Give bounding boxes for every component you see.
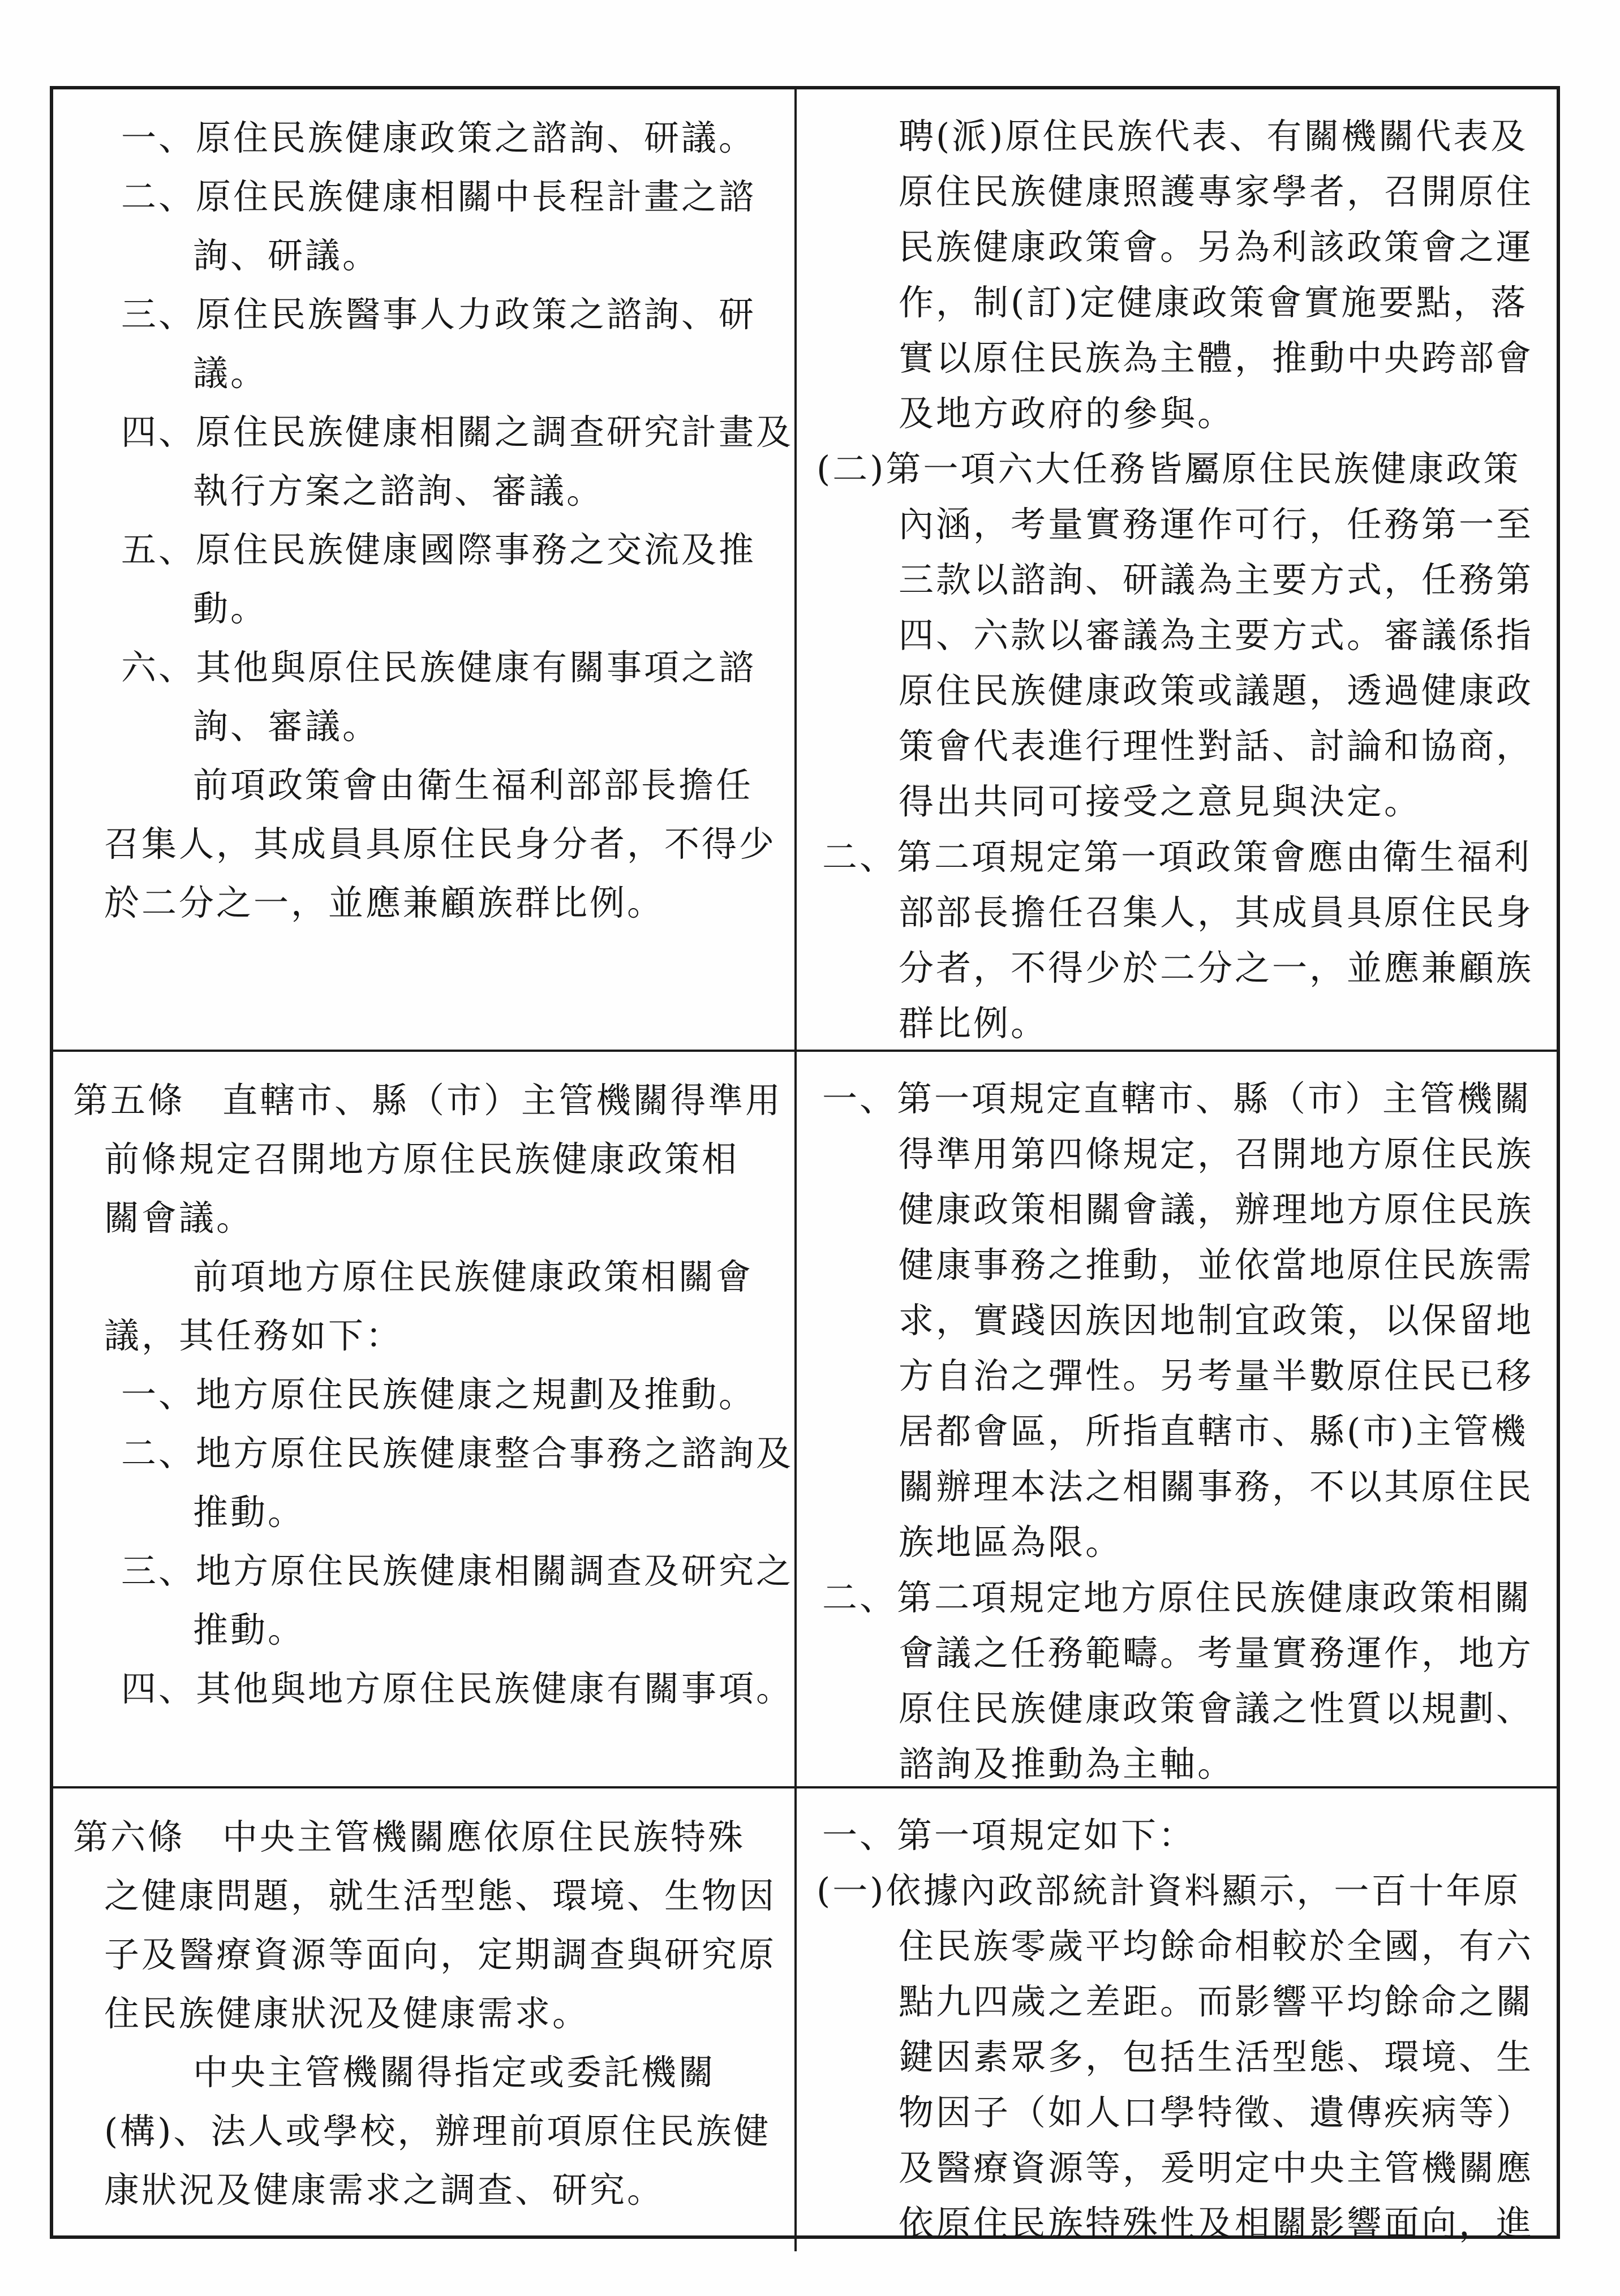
text-line: (一)依據內政部統計資料顯示，一百十年原 — [817, 1870, 1521, 1911]
text-line: 依原住民族特殊性及相關影響面向，進 — [899, 2203, 1534, 2244]
text-line: 得準用第四條規定，召開地方原住民族 — [899, 1133, 1534, 1175]
text-line: (構)、法人或學校，辦理前項原住民族健 — [104, 2110, 771, 2152]
text-line: 康狀況及健康需求之調查、研究。 — [104, 2169, 665, 2211]
text-line: 子及醫療資源等面向，定期調查與研究原 — [104, 1934, 777, 1975]
text-line: 三款以諮詢、研議為主要方式，任務第 — [899, 559, 1534, 600]
provision-cell — [53, 1788, 797, 2251]
text-line: 二、地方原住民族健康整合事務之諮詢及 — [121, 1433, 794, 1474]
text-line: 及地方政府的參與。 — [899, 393, 1235, 434]
text-line: 六、其他與原住民族健康有關事項之諮 — [121, 647, 757, 688]
text-line: 會議之任務範疇。考量實務運作，地方 — [899, 1632, 1534, 1674]
text-line: 健康政策相關會議，辦理地方原住民族 — [899, 1189, 1534, 1230]
text-line: 內涵，考量實務運作可行，任務第一至 — [899, 504, 1534, 545]
explanation-cell — [797, 1052, 1557, 1786]
text-line: 召集人，其成員具原住民身分者，不得少 — [104, 823, 777, 865]
text-line: 前項政策會由衛生福利部部長擔任 — [193, 764, 754, 806]
text-line: 部部長擔任召集人，其成員具原住民身 — [899, 892, 1534, 933]
text-line: 及醫療資源等，爰明定中央主管機關應 — [899, 2147, 1534, 2188]
text-line: 詢、審議。 — [193, 706, 380, 747]
text-line: 前條規定召開地方原住民族健康政策相 — [104, 1138, 740, 1180]
text-line: 實以原住民族為主體，推動中央跨部會 — [899, 337, 1534, 379]
text-line: 原住民族健康政策或議題，透過健康政 — [899, 670, 1534, 711]
text-line: 三、原住民族醫事人力政策之諮詢、研 — [121, 294, 757, 335]
text-line: 一、原住民族健康政策之諮詢、研議。 — [121, 117, 757, 158]
text-line: 四、原住民族健康相關之調查研究計畫及 — [121, 411, 794, 453]
text-line: 推動。 — [193, 1609, 306, 1650]
text-line: 聘(派)原住民族代表、有關機關代表及 — [899, 115, 1528, 157]
text-line: 分者，不得少於二分之一，並應兼顧族 — [899, 947, 1534, 988]
text-line: 執行方案之諮詢、審議。 — [193, 470, 604, 511]
text-line: 群比例。 — [899, 1003, 1049, 1044]
text-line: 詢、研議。 — [193, 235, 380, 276]
text-line: 鍵因素眾多，包括生活型態、環境、生 — [899, 2036, 1534, 2078]
text-line: 一、第一項規定如下： — [822, 1815, 1196, 1856]
explanation-cell — [797, 1788, 1557, 2251]
text-line: 原住民族健康照護專家學者，召開原住 — [899, 171, 1534, 212]
text-line: 方自治之彈性。另考量半數原住民已移 — [899, 1355, 1534, 1396]
text-line: 二、第二項規定地方原住民族健康政策相關 — [822, 1577, 1532, 1618]
text-line: 民族健康政策會。另為利該政策會之運 — [899, 226, 1534, 268]
table-row — [53, 89, 1557, 1050]
provision-cell — [53, 89, 797, 1050]
text-line: 居都會區，所指直轄市、縣(市)主管機 — [899, 1411, 1528, 1452]
text-line: 三、地方原住民族健康相關調查及研究之 — [121, 1550, 794, 1592]
text-line: 物因子（如人口學特徵、遺傳疾病等） — [899, 2092, 1534, 2133]
text-line: 二、原住民族健康相關中長程計畫之諮 — [121, 176, 757, 217]
table-row — [53, 1786, 1557, 2251]
table-row — [53, 1050, 1557, 1786]
text-line: 點九四歲之差距。而影響平均餘命之關 — [899, 1981, 1534, 2022]
text-line: 第五條 直轄市、縣（市）主管機關得準用 — [73, 1080, 783, 1121]
text-line: 住民族零歲平均餘命相較於全國，有六 — [899, 1925, 1534, 1967]
text-line: 得出共同可接受之意見與決定。 — [899, 781, 1422, 822]
text-line: 於二分之一，並應兼顧族群比例。 — [104, 882, 665, 923]
text-line: 中央主管機關得指定或委託機關 — [193, 2052, 716, 2093]
text-line: 動。 — [193, 588, 268, 629]
law-comparison-table — [50, 86, 1560, 2244]
text-line: 第六條 中央主管機關應依原住民族特殊 — [73, 1816, 746, 1858]
text-line: 一、地方原住民族健康之規劃及推動。 — [121, 1374, 757, 1415]
text-line: 作，制(訂)定健康政策會實施要點，落 — [899, 282, 1528, 323]
text-line: 二、第二項規定第一項政策會應由衛生福利 — [822, 836, 1532, 878]
text-line: 一、第一項規定直轄市、縣（市）主管機關 — [822, 1078, 1532, 1119]
text-line: 推動。 — [193, 1491, 306, 1533]
text-line: 策會代表進行理性對話、討論和協商， — [899, 725, 1534, 767]
text-line: 關會議。 — [104, 1197, 254, 1239]
text-line: 四、其他與地方原住民族健康有關事項。 — [121, 1668, 794, 1709]
text-line: 議。 — [193, 352, 268, 394]
text-line: 健康事務之推動，並依當地原住民族需 — [899, 1244, 1534, 1285]
text-line: 住民族健康狀況及健康需求。 — [104, 1993, 590, 2034]
text-line: 諮詢及推動為主軸。 — [899, 1743, 1235, 1785]
text-line: 關辦理本法之相關事務，不以其原住民 — [899, 1466, 1534, 1507]
text-line: 五、原住民族健康國際事務之交流及推 — [121, 529, 757, 570]
text-line: 前項地方原住民族健康政策相關會 — [193, 1256, 754, 1297]
text-line: 四、六款以審議為主要方式。審議係指 — [899, 614, 1534, 656]
explanation-cell — [797, 89, 1557, 1050]
text-line: 求，實踐因族因地制宜政策，以保留地 — [899, 1300, 1534, 1341]
text-line: 之健康問題，就生活型態、環境、生物因 — [104, 1875, 777, 1916]
provision-cell — [53, 1052, 797, 1786]
text-line: 族地區為限。 — [899, 1521, 1123, 1563]
text-line: 原住民族健康政策會議之性質以規劃、 — [899, 1688, 1534, 1729]
text-line: 議，其任務如下： — [104, 1315, 403, 1356]
text-line: (二)第一項六大任務皆屬原住民族健康政策 — [817, 448, 1521, 489]
